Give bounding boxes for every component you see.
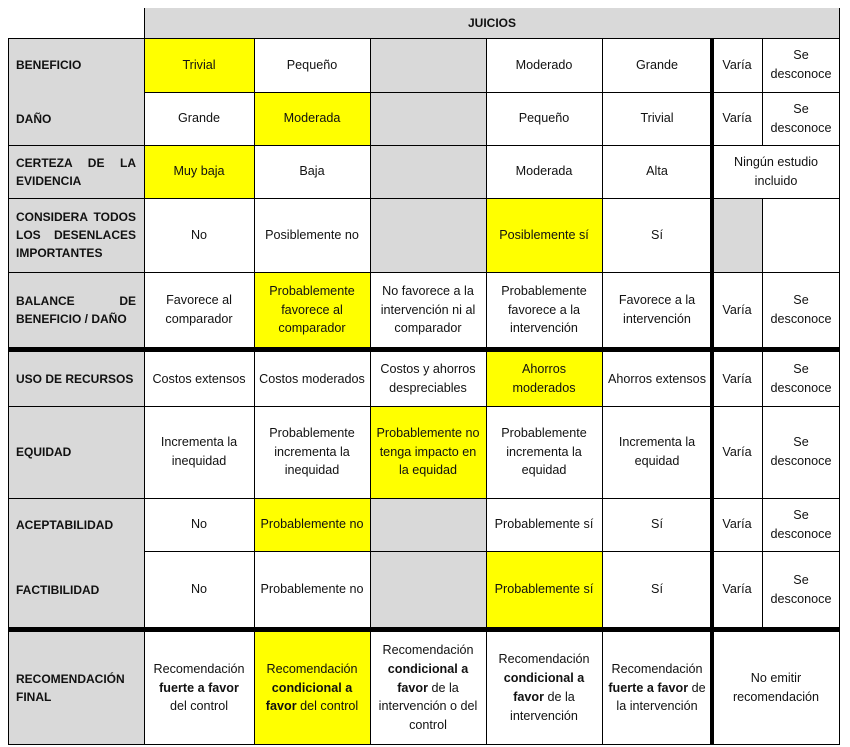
cell-aceptabilidad-5: Sí bbox=[602, 498, 712, 551]
cell-dano-4: Pequeño bbox=[486, 92, 602, 145]
cell-beneficio-3 bbox=[370, 38, 486, 92]
row-label-equidad: EQUIDAD bbox=[8, 406, 144, 498]
cell-desenlaces-4: Posiblemente sí bbox=[486, 198, 602, 272]
cell-recursos-7: Se desconoce bbox=[762, 352, 840, 406]
cell-recomendacion-3 bbox=[370, 632, 486, 744]
row-label-factibilidad: FACTIBILIDAD bbox=[8, 551, 144, 628]
recomendacion-5-text: Recomendación fuerte a favor de la intervención bbox=[608, 661, 706, 714]
cell-desenlaces-2: Posiblemente no bbox=[254, 198, 370, 272]
cell-factibilidad-3 bbox=[370, 551, 486, 628]
cell-recursos-5: Ahorros extensos bbox=[602, 352, 712, 406]
cell-balance-2: Probablemente favorece al comparador bbox=[254, 272, 370, 348]
cell-certeza-2: Baja bbox=[254, 145, 370, 198]
row-label-balance bbox=[8, 272, 144, 348]
cell-desenlaces-7 bbox=[762, 198, 840, 272]
cell-balance-7: Se desconoce bbox=[762, 272, 840, 348]
cell-dano-3 bbox=[370, 92, 486, 145]
cell-desenlaces-6 bbox=[712, 198, 762, 272]
cell-recomendacion-4 bbox=[486, 632, 602, 744]
cell-aceptabilidad-6: Varía bbox=[712, 498, 762, 551]
cell-aceptabilidad-7: Se desconoce bbox=[762, 498, 840, 551]
row-label-certeza bbox=[8, 145, 144, 198]
cell-desenlaces-5: Sí bbox=[602, 198, 712, 272]
cell-dano-7: Se desconoce bbox=[762, 92, 840, 145]
row-divider bbox=[8, 272, 840, 273]
cell-recursos-1: Costos extensos bbox=[144, 352, 254, 406]
column-divider bbox=[254, 38, 255, 744]
cell-certeza-4: Moderada bbox=[486, 145, 602, 198]
column-divider bbox=[602, 38, 603, 744]
recomendacion-1-text: Recomendación fuerte a favor del control bbox=[153, 661, 245, 714]
cell-certeza-5: Alta bbox=[602, 145, 712, 198]
column-divider bbox=[762, 38, 763, 145]
row-divider bbox=[144, 92, 840, 93]
column-divider bbox=[8, 38, 9, 744]
cell-certeza-1: Muy baja bbox=[144, 145, 254, 198]
cell-dano-1: Grande bbox=[144, 92, 254, 145]
cell-aceptabilidad-4: Probablemente sí bbox=[486, 498, 602, 551]
cell-aceptabilidad-2: Probablemente no bbox=[254, 498, 370, 551]
row-divider bbox=[8, 145, 840, 146]
cell-recomendacion-1 bbox=[144, 632, 254, 744]
row-divider bbox=[144, 38, 840, 39]
cell-desenlaces-3 bbox=[370, 198, 486, 272]
cell-recursos-2: Costos moderados bbox=[254, 352, 370, 406]
cell-balance-5: Favorece a la intervención bbox=[602, 272, 712, 348]
cell-dano-5: Trivial bbox=[602, 92, 712, 145]
row-label-balance-text: BALANCE DE BENEFICIO / DAÑO bbox=[16, 294, 136, 326]
cell-recursos-4: Ahorros moderados bbox=[486, 352, 602, 406]
row-divider bbox=[144, 551, 840, 552]
cell-certeza-3 bbox=[370, 145, 486, 198]
row-label-aceptabilidad: ACEPTABILIDAD bbox=[8, 498, 144, 551]
recomendacion-4-text: Recomendación condicional a favor de la intervención bbox=[498, 652, 590, 723]
cell-equidad-4: Probablemente incrementa la equidad bbox=[486, 406, 602, 498]
row-label-beneficio: BENEFICIO bbox=[8, 38, 144, 92]
cell-recomendacion-2 bbox=[254, 632, 370, 744]
column-divider bbox=[370, 38, 371, 744]
cell-aceptabilidad-1: No bbox=[144, 498, 254, 551]
cell-equidad-1: Incrementa la inequidad bbox=[144, 406, 254, 498]
cell-factibilidad-4: Probablemente sí bbox=[486, 551, 602, 628]
row-label-recursos: USO DE RECURSOS bbox=[8, 352, 144, 406]
cell-balance-1: Favorece al comparador bbox=[144, 272, 254, 348]
cell-factibilidad-7: Se desconoce bbox=[762, 551, 840, 628]
cell-desenlaces-1: No bbox=[144, 198, 254, 272]
cell-certeza-6: Ningún estudio incluido bbox=[712, 145, 840, 198]
cell-factibilidad-2: Probablemente no bbox=[254, 551, 370, 628]
row-divider bbox=[8, 406, 840, 407]
table-header: JUICIOS bbox=[144, 8, 840, 38]
cell-beneficio-5: Grande bbox=[602, 38, 712, 92]
cell-balance-3: No favorece a la intervención ni al comparador bbox=[370, 272, 486, 348]
row-label-desenlaces-text: CONSIDERA TODOS LOS DESENLACES IMPORTANTES bbox=[16, 210, 136, 260]
cell-equidad-7: Se desconoce bbox=[762, 406, 840, 498]
cell-balance-6: Varía bbox=[712, 272, 762, 348]
row-divider bbox=[8, 198, 840, 199]
row-label-recomendacion: RECOMENDACIÓN FINAL bbox=[8, 632, 144, 744]
column-divider bbox=[839, 8, 840, 744]
cell-beneficio-1: Trivial bbox=[144, 38, 254, 92]
cell-beneficio-2: Pequeño bbox=[254, 38, 370, 92]
row-divider bbox=[8, 38, 144, 39]
row-divider bbox=[8, 744, 840, 745]
cell-aceptabilidad-3 bbox=[370, 498, 486, 551]
cell-equidad-2: Probablemente incrementa la inequidad bbox=[254, 406, 370, 498]
row-divider bbox=[8, 498, 840, 499]
column-divider bbox=[144, 8, 145, 744]
row-label-dano: DAÑO bbox=[8, 92, 144, 145]
section-divider bbox=[8, 347, 840, 352]
cell-factibilidad-5: Sí bbox=[602, 551, 712, 628]
cell-recursos-3: Costos y ahorros despreciables bbox=[370, 352, 486, 406]
cell-equidad-3: Probablemente no tenga impacto en la equidad bbox=[370, 406, 486, 498]
cell-recomendacion-6: No emitir recomendación bbox=[712, 632, 840, 744]
cell-beneficio-7: Se desconoce bbox=[762, 38, 840, 92]
cell-equidad-6: Varía bbox=[712, 406, 762, 498]
recomendacion-2-text: Recomendación condicional a favor del control bbox=[265, 661, 359, 714]
column-divider-thick bbox=[710, 38, 714, 744]
cell-factibilidad-6: Varía bbox=[712, 551, 762, 628]
cell-beneficio-6: Varía bbox=[712, 38, 762, 92]
recomendacion-3-text: Recomendación condicional a favor de la intervención o del control bbox=[378, 642, 478, 733]
cell-dano-2: Moderada bbox=[254, 92, 370, 145]
cell-dano-6: Varía bbox=[712, 92, 762, 145]
column-divider bbox=[762, 198, 763, 628]
cell-factibilidad-1: No bbox=[144, 551, 254, 628]
section-divider bbox=[8, 627, 840, 632]
cell-balance-4: Probablemente favorece a la intervención bbox=[486, 272, 602, 348]
row-label-desenlaces bbox=[8, 198, 144, 272]
column-divider bbox=[486, 38, 487, 744]
cell-equidad-5: Incrementa la equidad bbox=[602, 406, 712, 498]
row-label-certeza-text: CERTEZA DE LA EVIDENCIA bbox=[16, 155, 136, 188]
cell-recomendacion-5 bbox=[602, 632, 712, 744]
cell-beneficio-4: Moderado bbox=[486, 38, 602, 92]
cell-recursos-6: Varía bbox=[712, 352, 762, 406]
